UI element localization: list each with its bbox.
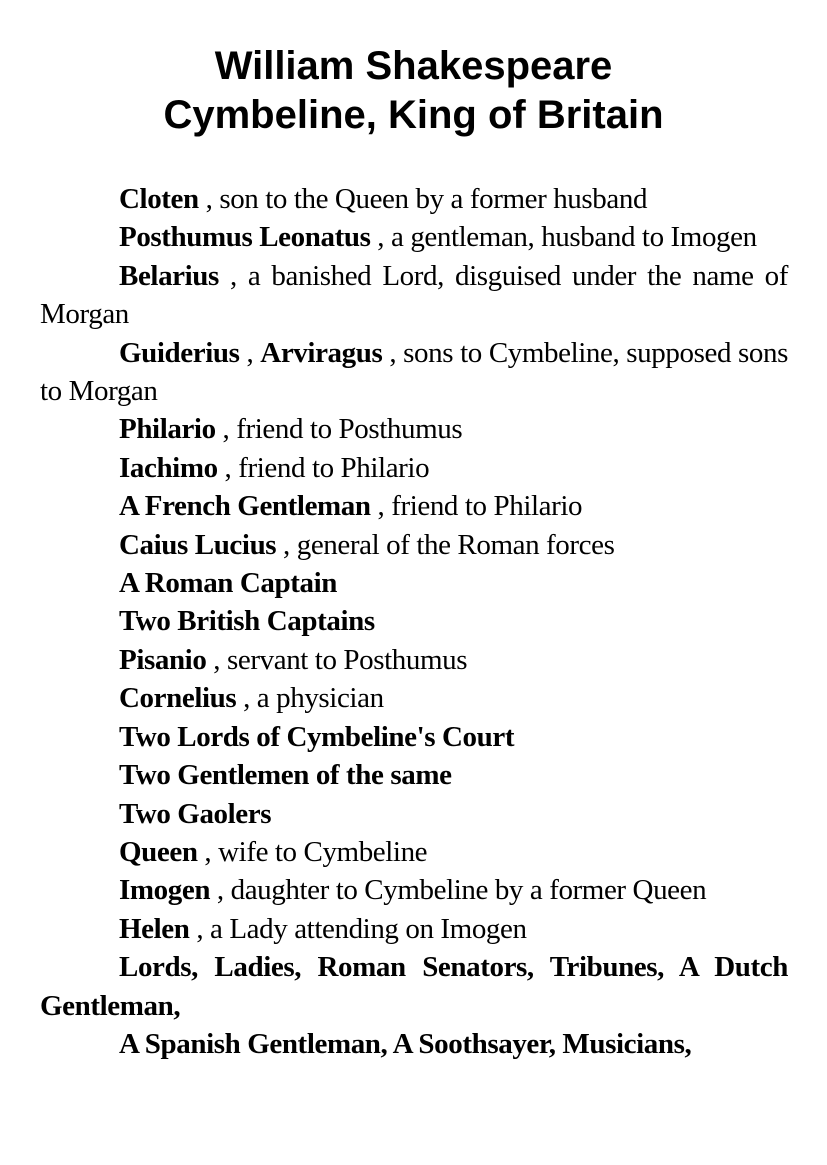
cast-entry xyxy=(40,833,788,871)
character-name: Caius Lucius xyxy=(119,528,277,561)
character-name: Lords, Ladies, Roman Senators, Tribunes, A Dutch Gentleman, xyxy=(40,951,788,1022)
character-name: Cornelius xyxy=(119,682,237,715)
character-name: A Roman Captain xyxy=(119,567,337,600)
cast-entry xyxy=(40,218,788,256)
cast-entry xyxy=(40,679,788,717)
cast-entry xyxy=(40,564,788,602)
cast-entry xyxy=(40,1025,788,1063)
cast-entry xyxy=(40,410,788,448)
cast-entry xyxy=(40,871,788,909)
character-description: , servant to Posthumus xyxy=(206,643,468,676)
character-name: Iachimo xyxy=(119,451,218,484)
character-name: Guiderius xyxy=(119,336,240,369)
cast-entry xyxy=(40,449,788,487)
character-description: , a banished Lord, disguised under the name of Morgan xyxy=(40,259,788,331)
character-name: Imogen xyxy=(119,874,211,907)
character-description: , wife to Cymbeline xyxy=(197,835,428,868)
character-name: Helen xyxy=(119,912,190,945)
character-name: Pisanio xyxy=(119,643,207,676)
character-description: , son to the Queen by a former husband xyxy=(198,183,648,215)
cast-entry xyxy=(40,910,788,948)
character-name: A Spanish Gentleman, A Soothsayer, Musicians, xyxy=(119,1027,692,1060)
author-heading: William Shakespeare xyxy=(214,44,613,88)
character-description: , daughter to Cymbeline by a former Queen xyxy=(210,874,707,907)
cast-entry xyxy=(40,180,788,218)
character-name: Queen xyxy=(119,835,198,868)
character-description: , a Lady attending on Imogen xyxy=(189,912,527,945)
character-description: , a physician xyxy=(236,682,384,715)
character-description: , a gentleman, husband to Imogen xyxy=(370,221,757,254)
cast-entry xyxy=(40,602,788,640)
dramatis-personae xyxy=(40,180,788,1063)
character-name: Arviragus xyxy=(260,336,383,369)
character-description: , sons to Cymbeline, supposed sons to Morgan xyxy=(40,336,788,408)
name-separator: , xyxy=(239,336,261,369)
character-description: , general of the Roman forces xyxy=(276,528,615,561)
cast-entry xyxy=(40,795,788,833)
cast-entry xyxy=(40,334,788,411)
character-name: Two Lords of Cymbeline's Court xyxy=(119,720,515,753)
character-name: Two British Captains xyxy=(119,605,375,638)
cast-entry xyxy=(40,948,788,1025)
character-name: Posthumus Leonatus xyxy=(119,221,371,254)
play-title-heading: Cymbeline, King of Britain xyxy=(163,93,664,137)
character-description: , friend to Posthumus xyxy=(215,413,463,446)
cast-entry xyxy=(40,257,788,334)
character-name: Cloten xyxy=(119,183,199,215)
character-name: A French Gentleman xyxy=(119,490,371,523)
title-block xyxy=(0,42,827,140)
character-name: Two Gaolers xyxy=(119,797,272,830)
character-name: Philario xyxy=(119,413,216,446)
cast-entry xyxy=(40,756,788,794)
cast-entry xyxy=(40,487,788,525)
cast-entry xyxy=(40,718,788,756)
character-name: Belarius xyxy=(119,259,219,292)
character-description: , friend to Philario xyxy=(370,490,583,523)
cast-entry xyxy=(40,526,788,564)
cast-entry xyxy=(40,641,788,679)
character-name: Two Gentlemen of the same xyxy=(119,759,452,792)
character-description: , friend to Philario xyxy=(217,451,430,484)
